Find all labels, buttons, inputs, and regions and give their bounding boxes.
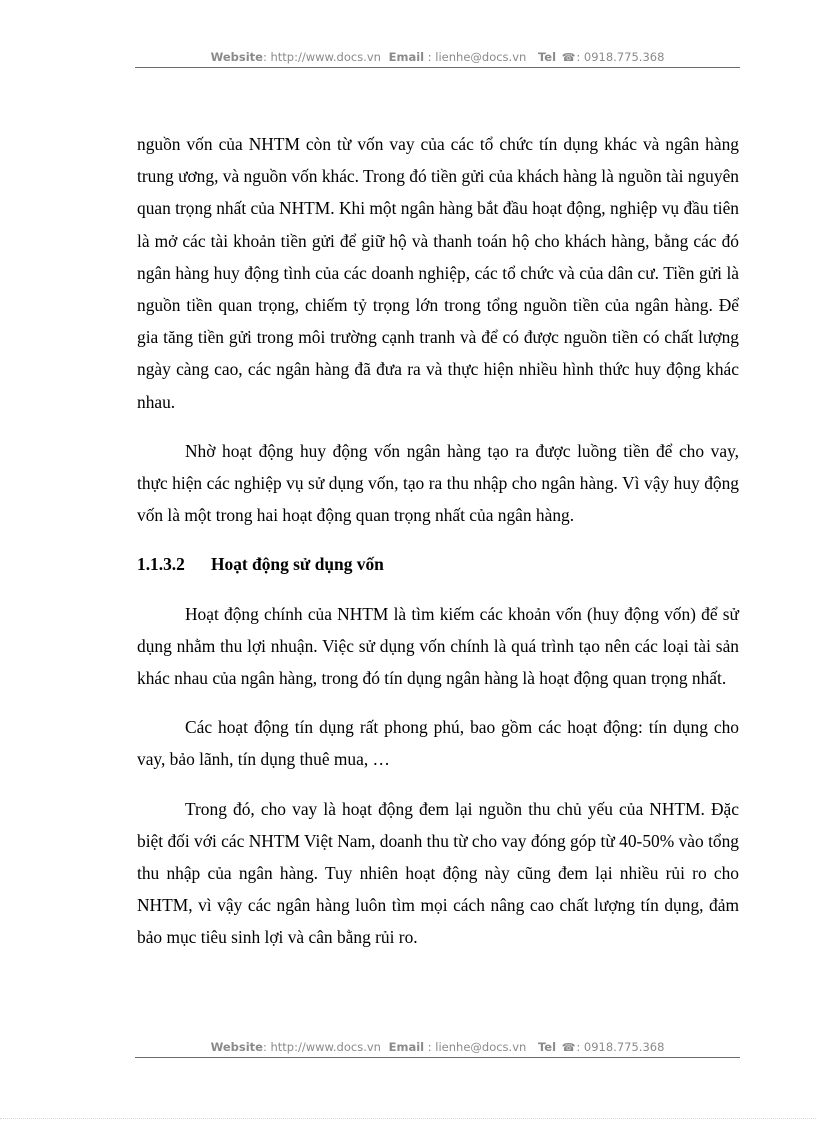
header-tel-label: Tel [537,50,557,64]
header-email-link[interactable]: : lienhe@docs.vn [427,50,527,64]
header-website-link[interactable]: : http://www.docs.vn [262,50,381,64]
footer-website-link[interactable]: : http://www.docs.vn [262,1040,381,1054]
footer-tel-label: Tel [537,1040,557,1054]
footer-email-link[interactable]: : lienhe@docs.vn [427,1040,527,1054]
header-email-label: Email [388,50,425,64]
paragraph-1: nguồn vốn của NHTM còn từ vốn vay của các tổ chức tín dụng khác và ngân hàng trung ương, và nguồn vốn khác. Trong đó tiền gửi của khách hàng là nguồn tài nguyên quan trọng nhất của NHTM. Khi một ngân hàng bắt đầu hoạt động, nghiệp vụ đầu tiên là mở các tài khoản tiền gửi để giữ hộ và thanh toán hộ cho khách hàng, bằng các đó ngân hàng huy động tình của các doanh nghiệp, các tổ chức và của dân cư. Tiền gửi là nguồn tiền quan trọng, chiếm tỷ trọng lớn trong tổng nguồn tiền của ngân hàng. Để gia tăng tiền gửi trong môi trường cạnh tranh và để có được nguồn tiền có chất lượng ngày càng cao, các ngân hàng đã đưa ra và thực hiện nhiều hình thức huy động khác nhau. [137,134,739,412]
page-header [135,50,740,64]
header-rule [135,67,740,68]
page-bottom-divider [0,1118,816,1119]
header-tel-value: : 0918.775.368 [576,50,665,64]
paragraph-4: Các hoạt động tín dụng rất phong phú, bao gồm các hoạt động: tín dụng cho vay, bảo lãnh, tín dụng thuê mua, … [137,717,739,770]
footer-tel-value: : 0918.775.368 [576,1040,665,1054]
page-body [137,128,739,954]
footer-website-label: Website [210,1040,263,1054]
section-title: Hoạt động sử dụng vốn [211,554,384,575]
footer-rule [135,1057,740,1058]
phone-icon: ☎ [561,51,576,64]
paragraph-3: Hoạt động chính của NHTM là tìm kiếm các khoản vốn (huy động vốn) để sử dụng nhằm thu lợi nhuận. Việc sử dụng vốn chính là quá trình tạo nên các loại tài sản khác nhau của ngân hàng, trong đó tín dụng ngân hàng là hoạt động quan trọng nhất. [137,603,739,689]
paragraph-2: Nhờ hoạt động huy động vốn ngân hàng tạo ra được luồng tiền để cho vay, thực hiện các nghiệp vụ sử dụng vốn, tạo ra thu nhập cho ngân hàng. Vì vậy huy động vốn là một trong hai hoạt động quan trọng nhất của ngân hàng. [137,440,739,526]
header-website-label: Website [210,50,263,64]
page-footer [135,1040,740,1054]
section-heading [137,548,739,580]
footer-email-label: Email [388,1040,425,1054]
paragraph-5: Trong đó, cho vay là hoạt động đem lại nguồn thu chủ yếu của NHTM. Đặc biệt đối với các NHTM Việt Nam, doanh thu từ cho vay đóng góp từ 40-50% vào tổng thu nhập của ngân hàng. Tuy nhiên hoạt động này cũng đem lại nhiều rủi ro cho NHTM, vì vậy các ngân hàng luôn tìm mọi cách nâng cao chất lượng tín dụng, đảm bảo mục tiêu sinh lợi và cân bằng rủi ro. [137,798,739,948]
section-number: 1.1.3.2 [137,554,185,575]
phone-icon: ☎ [561,1041,576,1054]
